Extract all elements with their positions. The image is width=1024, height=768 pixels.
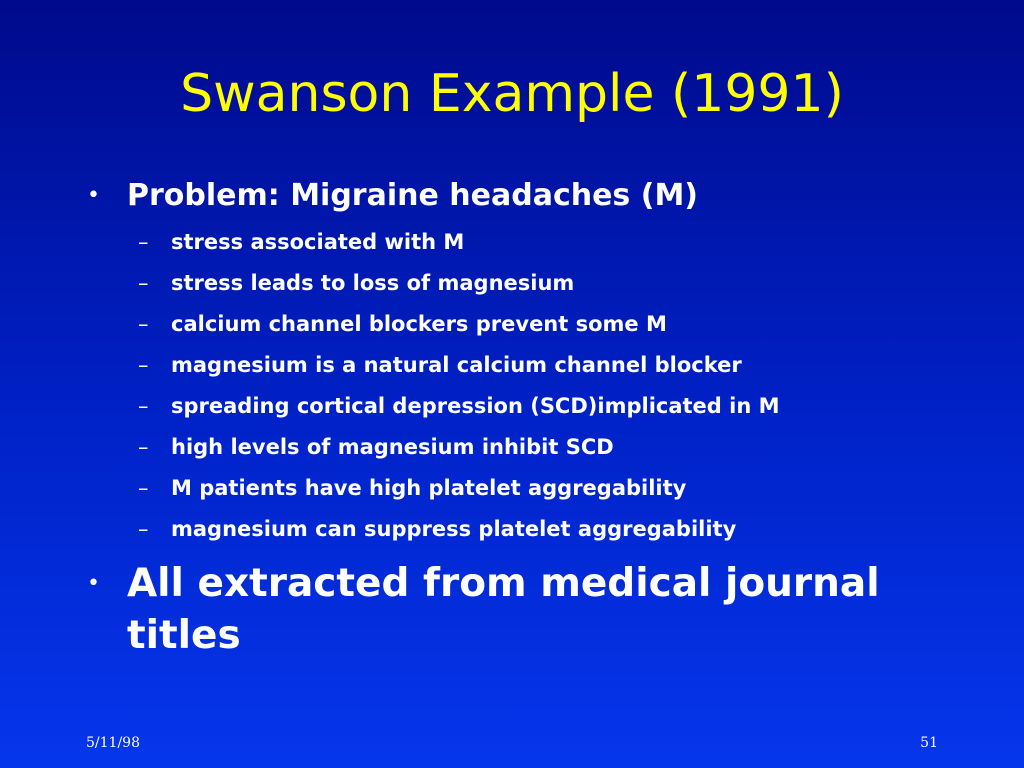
footer-date: 5/11/98 xyxy=(86,735,140,751)
slide-number: 51 xyxy=(920,735,938,751)
sub-bullet-item xyxy=(138,222,938,263)
sub-bullet-text: M patients have high platelet aggregability xyxy=(171,476,687,500)
dash-marker: – xyxy=(138,476,149,500)
dash-marker: – xyxy=(138,394,149,418)
bullet-text: Problem: Migraine headaches (M) xyxy=(127,178,699,213)
sub-bullet-item xyxy=(138,427,938,468)
sub-bullet-text: high levels of magnesium inhibit SCD xyxy=(171,435,614,459)
dash-marker: – xyxy=(138,435,149,459)
dash-marker: – xyxy=(138,353,149,377)
sub-bullet-item xyxy=(138,468,938,509)
slide-title: Swanson Example (1991) xyxy=(180,64,844,124)
sub-bullet-item xyxy=(138,304,938,345)
sub-bullet-text: magnesium can suppress platelet aggregability xyxy=(171,517,737,541)
sub-bullet-item xyxy=(138,345,938,386)
sub-bullet-text: stress leads to loss of magnesium xyxy=(171,271,575,295)
bullet-text: All extracted from medical journal titles xyxy=(127,561,880,658)
sub-bullet-text: spreading cortical depression (SCD)implicated in M xyxy=(171,394,780,418)
bullet-marker: • xyxy=(87,571,100,596)
dash-marker: – xyxy=(138,230,149,254)
bullet-conclusion xyxy=(87,558,947,668)
sub-bullet-item xyxy=(138,509,938,550)
sub-bullet-text: magnesium is a natural calcium channel blocker xyxy=(171,353,742,377)
sub-bullet-text: calcium channel blockers prevent some M xyxy=(171,312,667,336)
sub-bullet-item xyxy=(138,263,938,304)
bullet-marker: • xyxy=(87,183,100,208)
sub-bullet-text: stress associated with M xyxy=(171,230,465,254)
bullet-problem xyxy=(87,172,947,220)
dash-marker: – xyxy=(138,271,149,295)
dash-marker: – xyxy=(138,517,149,541)
sub-bullet-list xyxy=(138,222,938,550)
dash-marker: – xyxy=(138,312,149,336)
sub-bullet-item xyxy=(138,386,938,427)
